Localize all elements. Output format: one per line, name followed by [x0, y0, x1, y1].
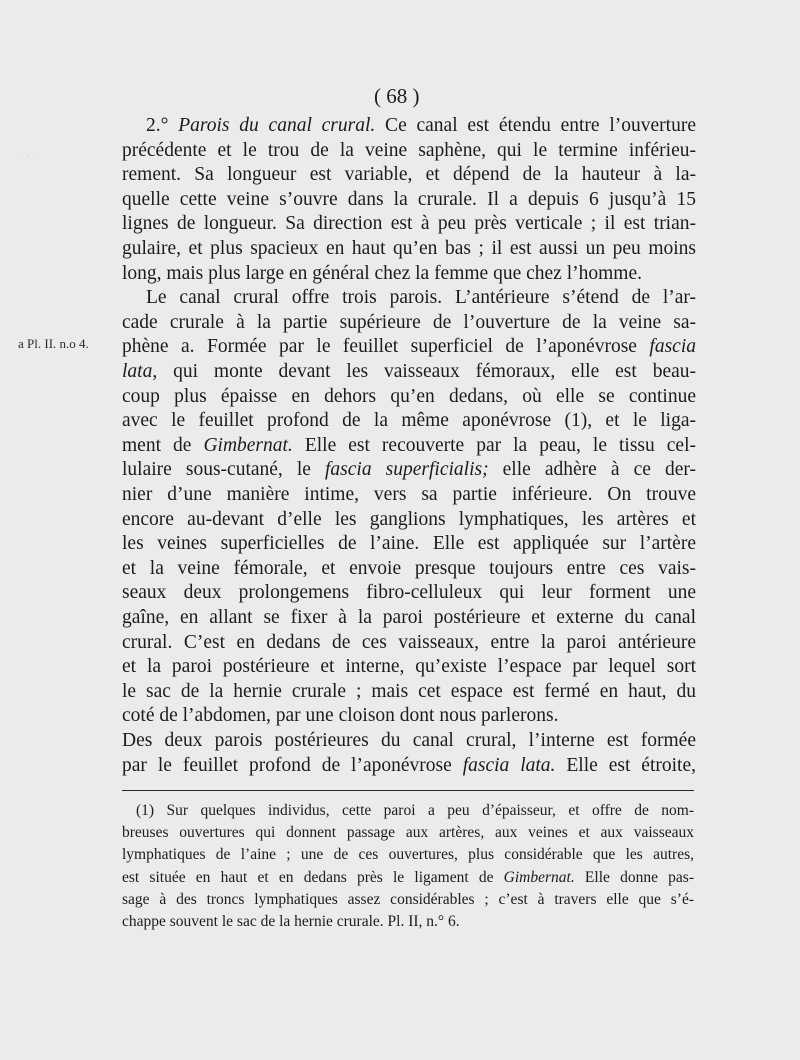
- bleed-through-mark: · · ·: [20, 150, 37, 162]
- body-text-run: les veines superficielles de l’aine. Elle est appliquée sur l’artère: [122, 533, 696, 555]
- footnote-line: [122, 867, 694, 889]
- body-text-run: Elle est étroite,: [555, 754, 696, 776]
- footnote-line: [122, 844, 694, 866]
- body-line: [122, 532, 696, 556]
- body-line: [122, 335, 696, 359]
- body-text-run: elle adhère à ce der-: [488, 459, 696, 481]
- body-text-run: coup plus épaisse en dehors qu’en dedans, où elle se continue: [122, 385, 696, 407]
- body-text-run: Le canal crural offre trois parois. L’antérieure s’étend de l’ar-: [146, 287, 696, 309]
- body-text-run: Ce canal est étendu entre l’ouverture: [375, 115, 696, 136]
- footnote-line: [136, 800, 694, 822]
- body-line: [122, 458, 696, 482]
- body-line: [122, 704, 696, 728]
- body-text-run: long, mais plus large en général chez la femme que chez l’homme.: [122, 262, 642, 284]
- body-text-run: Parois du canal crural.: [178, 115, 376, 136]
- body-text-run: le sac de la hernie crurale ; mais cet espace est fermé en haut, du: [122, 680, 696, 702]
- body-line: [122, 311, 696, 335]
- body-line: [122, 212, 696, 236]
- footnote-text-run: est située en haut et en dedans près le ligament de: [122, 868, 504, 886]
- body-line: [122, 483, 696, 507]
- body-text-run: gulaire, et plus spacieux en haut qu’en bas ; il est aussi un peu moins: [122, 238, 696, 259]
- body-line: [122, 606, 696, 630]
- body-text-run: fascia: [649, 336, 696, 358]
- body-text-run: fascia lata.: [462, 754, 556, 776]
- footnote-text-run: Elle donne pas-: [574, 868, 694, 886]
- body-line: [122, 631, 696, 655]
- body-line: [122, 680, 696, 704]
- footnote-line: [122, 822, 694, 844]
- footnote-text-run: Gimbernat.: [503, 868, 575, 886]
- body-text-run: Elle est recouverte par la peau, le tissu cel-: [292, 434, 696, 456]
- body-text-run: 2.°: [146, 115, 179, 136]
- footnote-text-run: lymphatiques de l’aine ; une de ces ouvertures, plus considérable que les autres,: [122, 846, 694, 864]
- body-text-run: lignes de longueur. Sa direction est à peu près verticale ; il est trian-: [122, 213, 696, 235]
- footnote-text-run: sage à des troncs lymphatiques assez considérables ; c’est à travers elle que s’é-: [122, 890, 694, 908]
- body-line: [122, 139, 696, 163]
- body-line: [122, 262, 696, 286]
- body-line: [122, 237, 696, 261]
- footnote-text-run: chappe souvent le sac de la hernie crurale. Pl. II, n.° 6.: [122, 913, 460, 930]
- body-text-run: qui monte devant les vaisseaux fémoraux, elle est beau-: [157, 361, 696, 382]
- body-line: [122, 581, 696, 605]
- footnote-line: [122, 889, 694, 911]
- body-text-run: encore au-devant d’elle les ganglions lymphatiques, les artères et: [122, 508, 696, 530]
- body-text-run: lata,: [122, 361, 158, 382]
- body-line: [146, 286, 696, 310]
- body-text-run: nier d’une manière intime, vers sa partie inférieure. On trouve: [122, 484, 696, 505]
- body-line: [122, 729, 696, 753]
- body-line: [122, 409, 696, 433]
- body-line: [122, 385, 696, 409]
- body-text-run: phène a. Formée par le feuillet superficiel de l’aponévrose: [122, 336, 650, 358]
- body-line: [122, 655, 696, 679]
- body-line: [122, 754, 696, 778]
- footnote-separator-rule: [122, 790, 694, 791]
- body-text-run: gaîne, en allant se fixer à la paroi postérieure et externe du canal: [122, 607, 696, 628]
- body-text-run: cade crurale à la partie supérieure de l’ouverture de la veine sa-: [122, 311, 696, 333]
- body-text-run: Gimbernat.: [203, 434, 293, 456]
- body-line: [122, 508, 696, 532]
- body-text-run: par le feuillet profond de l’aponévrose: [122, 754, 463, 776]
- body-line: [122, 434, 696, 458]
- body-text-run: rement. Sa longueur est variable, et dépend de la hauteur à la-: [122, 164, 696, 186]
- body-text-run: quelle cette veine s’ouvre dans la crurale. Il a depuis 6 jusqu’à 15: [122, 188, 696, 210]
- footnote-text-run: (1) Sur quelques individus, cette paroi a peu d’épaisseur, et offre de nom-: [136, 802, 694, 819]
- body-text-run: et la veine fémorale, et envoie presque toujours entre ces vais-: [122, 557, 696, 579]
- body-line: [122, 360, 696, 384]
- body-text-run: ment de: [122, 434, 204, 456]
- body-text-run: fascia superficialis;: [325, 459, 489, 481]
- body-text-run: et la paroi postérieure et interne, qu’existe l’espace par lequel sort: [122, 656, 696, 678]
- page-number: ( 68 ): [374, 84, 420, 108]
- body-line: [146, 114, 696, 138]
- body-line: [122, 557, 696, 581]
- body-text-run: avec le feuillet profond de la même aponévrose (1), et le liga-: [122, 410, 696, 432]
- margin-reference-note: a Pl. II. n.o 4.: [18, 336, 89, 351]
- body-text-run: lulaire sous-cutané, le: [122, 459, 326, 481]
- body-text-run: coté de l’abdomen, par une cloison dont nous parlerons.: [122, 705, 559, 727]
- footnote-text-run: breuses ouvertures qui donnent passage aux artères, aux veines et aux vaisseaux: [122, 824, 694, 842]
- body-text-run: Des deux parois postérieures du canal crural, l’interne est formée: [122, 730, 696, 751]
- body-text-run: précédente et le trou de la veine saphène, qui le termine inférieu-: [122, 139, 696, 161]
- body-line: [122, 188, 696, 212]
- footnote-line: [122, 911, 694, 933]
- body-text-run: seaux deux prolongemens fibro-celluleux qui leur forment une: [122, 582, 696, 604]
- body-line: [122, 163, 696, 187]
- body-text-run: crural. C’est en dedans de ces vaisseaux, entre la paroi antérieure: [122, 631, 696, 653]
